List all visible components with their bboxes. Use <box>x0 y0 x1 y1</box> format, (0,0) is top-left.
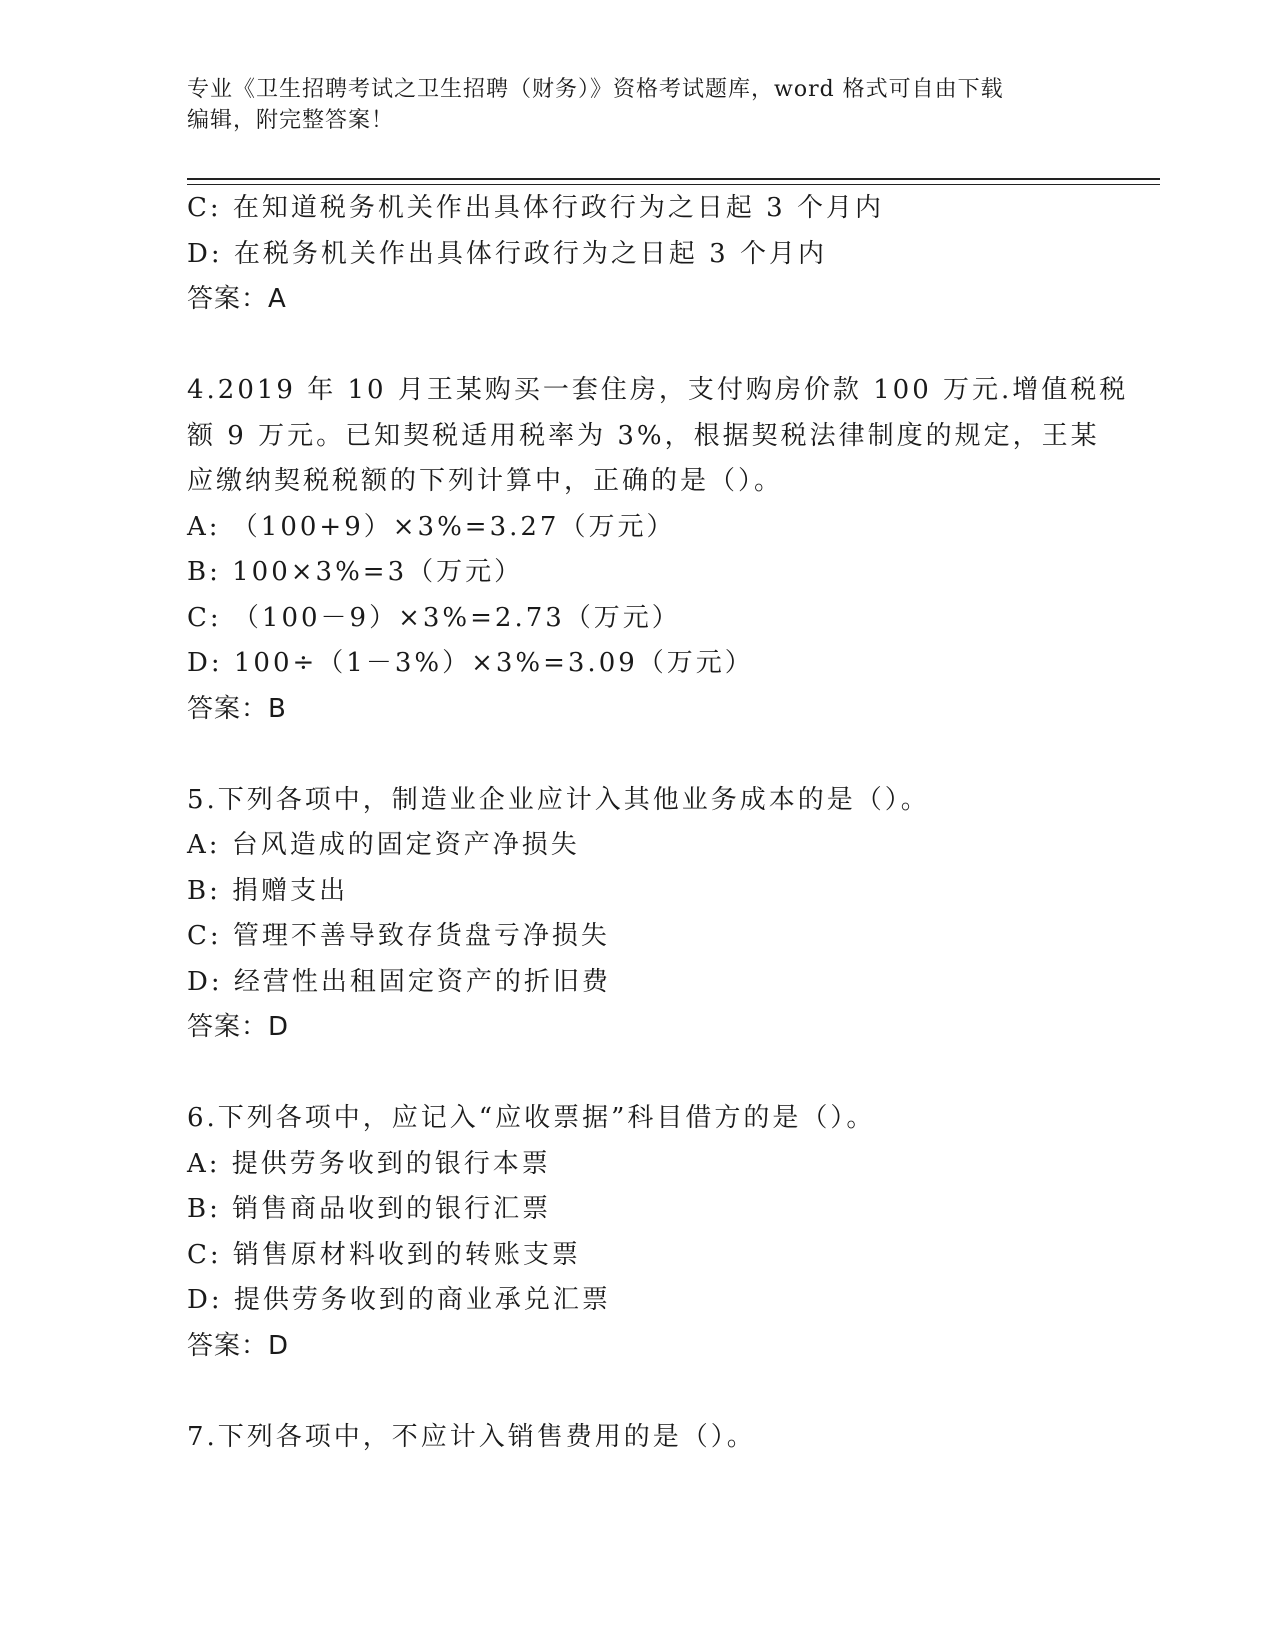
spacer <box>187 323 1087 369</box>
question-4-block <box>187 368 1129 732</box>
question-content <box>187 186 1129 1460</box>
q5-option-c: C: 管理不善导致存货盘亏净损失 <box>187 921 610 951</box>
question-5-block <box>187 778 1087 1051</box>
q4-stem-line-2: 额 9 万元。已知契税适用税率为 3%，根据契税法律制度的规定，王某 <box>187 420 1100 451</box>
spacer <box>187 1051 1087 1097</box>
q4-stem-line-3: 应缴纳契税税额的下列计算中，正确的是（）。 <box>187 466 784 496</box>
document-header <box>187 74 1087 136</box>
header-line-1: 专业《卫生招聘考试之卫生招聘（财务）》资格考试题库，word 格式可自由下载 <box>187 77 1004 102</box>
question-6-block <box>187 1096 1087 1369</box>
q5-option-d: D: 经营性出租固定资产的折旧费 <box>187 966 611 997</box>
q6-option-b: B: 销售商品收到的银行汇票 <box>187 1194 552 1224</box>
header-line-2: 编辑，附完整答案！ <box>187 108 395 133</box>
q6-option-a: A: 提供劳务收到的银行本票 <box>187 1148 551 1179</box>
q4-option-b: B: 100×3%=3（万元） <box>187 557 524 587</box>
q3-option-d: D: 在税务机关作出具体行政行为之日起 3 个月内 <box>187 238 827 269</box>
q6-answer: 答案：D <box>187 1330 290 1361</box>
q3-answer: 答案：A <box>187 284 287 314</box>
q6-stem: 6.下列各项中，应记入“应收票据”科目借方的是（）。 <box>187 1103 876 1133</box>
q5-option-a: A: 台风造成的固定资产净损失 <box>187 830 580 860</box>
header-divider-thick <box>187 178 1160 180</box>
q6-option-c: C: 销售原材料收到的转账支票 <box>187 1239 581 1270</box>
q7-stem: 7.下列各项中，不应计入销售费用的是（）。 <box>187 1421 756 1452</box>
q4-option-a: A: （100+9）×3%=3.27（万元） <box>187 511 676 542</box>
q5-answer: 答案：D <box>187 1012 290 1042</box>
q5-option-b: B: 捐赠支出 <box>187 875 349 906</box>
q4-answer: 答案：B <box>187 693 287 724</box>
spacer <box>187 1369 1087 1415</box>
question-7-block <box>187 1415 1087 1461</box>
header-divider-thin <box>187 184 1160 185</box>
q4-option-c: C: （100－9）×3%=2.73（万元） <box>187 602 681 633</box>
q6-option-d: D: 提供劳务收到的商业承兑汇票 <box>187 1285 611 1315</box>
q3-option-c: C: 在知道税务机关作出具体行政行为之日起 3 个月内 <box>187 193 884 223</box>
question-3-block <box>187 186 1087 323</box>
spacer <box>187 732 1087 778</box>
q5-stem: 5.下列各项中，制造业企业应计入其他业务成本的是（）。 <box>187 784 930 815</box>
q4-stem-line-1: 4.2019 年 10 月王某购买一套住房，支付购房价款 100 万元.增值税税 <box>187 375 1129 405</box>
q4-option-d: D: 100÷（1－3%）×3%=3.09（万元） <box>187 648 754 678</box>
